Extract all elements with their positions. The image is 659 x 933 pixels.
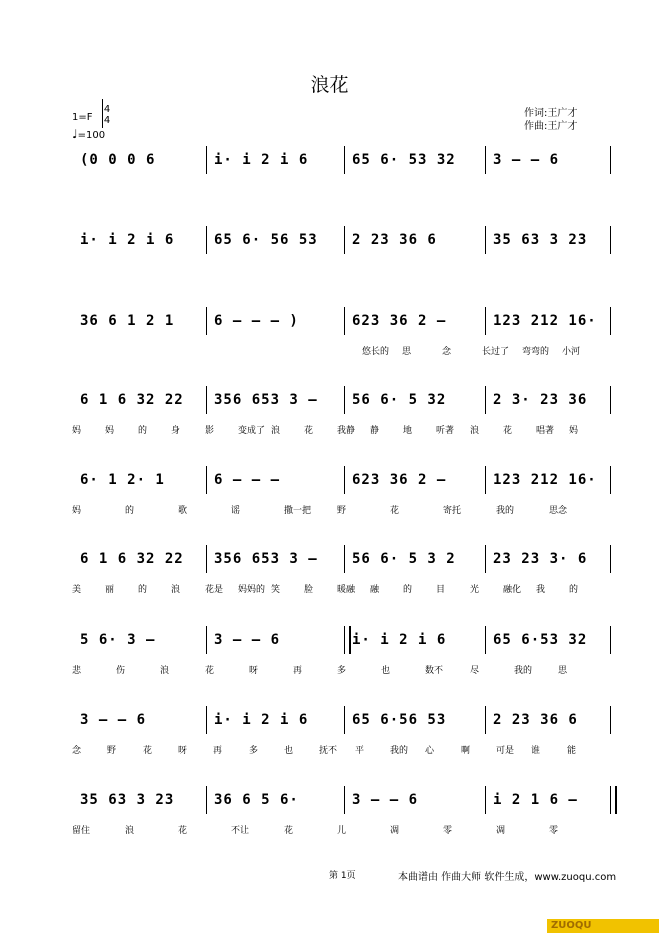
time-signature-top: 4 [103,104,111,115]
lyrics-line [72,743,612,757]
lyric-syllable: 野 [107,746,117,756]
lyric-syllable: 不让 [231,826,250,836]
lyric-syllable: 悠长的 [362,347,390,357]
notation-line [72,632,612,656]
lyric-syllable: 多 [249,746,259,756]
score-row [72,712,612,782]
lyric-syllable: 目 [436,585,446,595]
lyric-syllable: 花是 [205,585,224,595]
measure: 56 6· 5 3 2 [352,551,456,567]
measure: 3 – – 6 [80,712,147,728]
lyric-syllable: 暖融 [337,585,356,595]
bar-line [485,466,486,494]
bar-line [344,146,345,174]
lyrics-line [72,582,612,596]
lyric-syllable: 花 [178,826,188,836]
notation-line [72,472,612,496]
bar-line [610,545,611,573]
bar-line [610,386,611,414]
bar-line [344,307,345,335]
time-signature [102,104,112,126]
time-signature-line [102,99,103,128]
lyric-syllable: 我的 [514,666,533,676]
bar-line [610,786,617,814]
measure: i· i 2 i 6 [214,712,309,728]
measure: 35 63 3 23 [493,232,588,248]
lyric-syllable: 零 [443,826,453,836]
lyric-syllable: 零 [549,826,559,836]
lyric-syllable: 我的 [496,506,515,516]
measure: 36 6 5 6· [214,792,299,808]
measure: 65 6·53 32 [493,632,588,648]
lyric-syllable: 融 [370,585,380,595]
lyricist: 作词:王广才 [524,108,578,119]
score-row [72,792,612,862]
bar-line [206,146,207,174]
lyric-syllable: 凋 [496,826,506,836]
bar-line [610,307,611,335]
lyric-syllable: 的 [138,426,148,436]
lyric-syllable: 妈 [72,506,82,516]
lyric-syllable: 妈妈的 [238,585,266,595]
notation-line [72,232,612,256]
lyric-syllable: 思念 [549,506,568,516]
lyric-syllable: 小河 [562,347,581,357]
measure: 123 212 16· [493,313,597,329]
lyric-syllable: 儿 [337,826,347,836]
lyric-syllable: 撒一把 [284,506,312,516]
notation-line [72,551,612,575]
lyrics-line [72,423,612,437]
lyric-syllable: 伤 [116,666,126,676]
lyric-syllable: 妈 [105,426,115,436]
bar-line [344,626,351,654]
lyric-syllable: 的 [569,585,579,595]
lyrics-line [72,344,612,358]
lyric-syllable: 浪 [470,426,480,436]
measure: i· i 2 i 6 [352,632,447,648]
bar-line [344,226,345,254]
tempo-mark [72,128,105,142]
lyric-syllable: 浪 [271,426,281,436]
score-row [72,392,612,462]
lyric-syllable: 妈 [72,426,82,436]
lyric-syllable: 静 [370,426,380,436]
score-row [72,313,612,383]
measure: 123 212 16· [493,472,597,488]
bar-line [610,466,611,494]
lyric-syllable: 影 [205,426,215,436]
lyric-syllable: 的 [125,506,135,516]
notation-line [72,712,612,736]
measure: 35 63 3 23 [80,792,175,808]
bar-line [344,786,345,814]
lyric-syllable: 念 [72,746,82,756]
measure: 6 – – – [214,472,281,488]
watermark-logo: ZUOQU [547,919,659,933]
bar-line [206,706,207,734]
lyric-syllable: 花 [143,746,153,756]
lyric-syllable: 浪 [160,666,170,676]
lyric-syllable: 花 [503,426,513,436]
lyric-syllable: 浪 [125,826,135,836]
bar-line [485,307,486,335]
lyric-syllable: 也 [381,666,391,676]
bar-line [610,626,611,654]
lyric-syllable: 我静 [337,426,356,436]
bar-line [206,626,207,654]
measure: 65 6· 53 32 [352,152,456,168]
measure: i 2 1 6 – [493,792,578,808]
lyric-syllable: 花 [205,666,215,676]
page-number: 第 1页 [329,871,356,881]
bar-line [610,706,611,734]
measure: 2 23 36 6 [493,712,578,728]
measure: 23 23 3· 6 [493,551,588,567]
lyric-syllable: 花 [390,506,400,516]
lyrics-line [72,663,612,677]
measure: 3 – – 6 [493,152,560,168]
measure: 6· 1 2· 1 [80,472,165,488]
measure: 6 1 6 32 22 [80,551,184,567]
bar-line [485,626,486,654]
lyric-syllable: 的 [403,585,413,595]
lyric-syllable: 悲 [72,666,82,676]
bar-line [485,226,486,254]
lyric-syllable: 呀 [178,746,188,756]
bar-line [485,146,486,174]
lyric-syllable: 地 [403,426,413,436]
time-signature-bottom: 4 [103,115,111,126]
lyric-syllable: 弯弯的 [522,347,550,357]
song-title: 浪花 [310,74,349,96]
lyrics-line [72,503,612,517]
lyric-syllable: 呀 [249,666,259,676]
lyric-syllable: 脸 [304,585,314,595]
notation-line [72,313,612,337]
lyric-syllable: 身 [171,426,181,436]
measure: 65 6·56 53 [352,712,447,728]
score-row [72,632,612,702]
lyric-syllable: 融化 [503,585,522,595]
bar-line [344,466,345,494]
measure: 2 23 36 6 [352,232,437,248]
lyric-syllable: 谣 [231,506,241,516]
lyric-syllable: 听著 [436,426,455,436]
measure: 623 36 2 – [352,472,447,488]
bar-line [344,706,345,734]
bar-line [610,226,611,254]
score-row [72,232,612,302]
lyric-syllable: 凋 [390,826,400,836]
bar-line [485,786,486,814]
score-row [72,472,612,542]
lyric-syllable: 野 [337,506,347,516]
lyric-syllable: 的 [138,585,148,595]
measure: i· i 2 i 6 [214,152,309,168]
notation-line [72,792,612,816]
bar-line [610,146,611,174]
measure: 5 6· 3 – [80,632,156,648]
lyric-syllable: 美 [72,585,82,595]
lyric-syllable: 花 [284,826,294,836]
lyric-syllable: 浪 [171,585,181,595]
score-row [72,152,612,222]
score-row [72,551,612,621]
lyric-syllable: 花 [304,426,314,436]
measure: 623 36 2 – [352,313,447,329]
measure: 3 – – 6 [214,632,281,648]
bar-line [485,386,486,414]
notation-line [72,152,612,176]
lyric-syllable: 抚不 [319,746,338,756]
bar-line [344,386,345,414]
lyric-syllable: 我 [536,585,546,595]
lyric-syllable: 啊 [461,746,471,756]
lyric-syllable: 思 [558,666,568,676]
lyric-syllable: 再 [213,746,223,756]
measure: (0 0 0 6 [80,152,156,168]
measure: 356 653 3 – [214,392,318,408]
bar-line [485,545,486,573]
key-signature: 1=F [72,112,93,123]
bar-line [206,786,207,814]
lyric-syllable: 变成了 [238,426,266,436]
measure: 65 6· 56 53 [214,232,318,248]
notation-line [72,392,612,416]
bar-line [344,545,345,573]
lyric-syllable: 光 [470,585,480,595]
bar-line [485,706,486,734]
generator-credit: 本曲谱由 作曲大师 软件生成，www.zuoqu.com [398,872,617,883]
lyric-syllable: 再 [293,666,303,676]
lyric-syllable: 数不 [425,666,444,676]
lyric-syllable: 谁 [531,746,541,756]
lyric-syllable: 能 [567,746,577,756]
bar-line [206,386,207,414]
measure: 2 3· 23 36 [493,392,588,408]
quarter-note-icon: ♩ [72,127,78,141]
lyric-syllable: 长过了 [482,347,510,357]
lyric-syllable: 平 [355,746,365,756]
composer: 作曲:王广才 [524,121,578,132]
lyric-syllable: 笑 [271,585,281,595]
lyric-syllable: 念 [442,347,452,357]
credits [524,107,577,133]
measure: 6 – – – ) [214,313,299,329]
measure: 6 1 6 32 22 [80,392,184,408]
lyric-syllable: 丽 [105,585,115,595]
lyric-syllable: 歌 [178,506,188,516]
measure: 3 – – 6 [352,792,419,808]
lyric-syllable: 唱著 [536,426,555,436]
lyric-syllable: 尽 [470,666,480,676]
lyric-syllable: 我的 [390,746,409,756]
bar-line [206,545,207,573]
lyrics-line [72,823,612,837]
lyric-syllable: 留住 [72,826,91,836]
bar-line [206,466,207,494]
bar-line [206,226,207,254]
measure: 36 6 1 2 1 [80,313,175,329]
lyric-syllable: 心 [425,746,435,756]
tempo-value: =100 [77,130,106,141]
measure: i· i 2 i 6 [80,232,175,248]
lyric-syllable: 思 [402,347,412,357]
lyric-syllable: 也 [284,746,294,756]
measure: 356 653 3 – [214,551,318,567]
lyric-syllable: 寄托 [443,506,462,516]
lyric-syllable: 多 [337,666,347,676]
lyric-syllable: 可是 [496,746,515,756]
lyric-syllable: 妈 [569,426,579,436]
bar-line [206,307,207,335]
measure: 56 6· 5 32 [352,392,447,408]
